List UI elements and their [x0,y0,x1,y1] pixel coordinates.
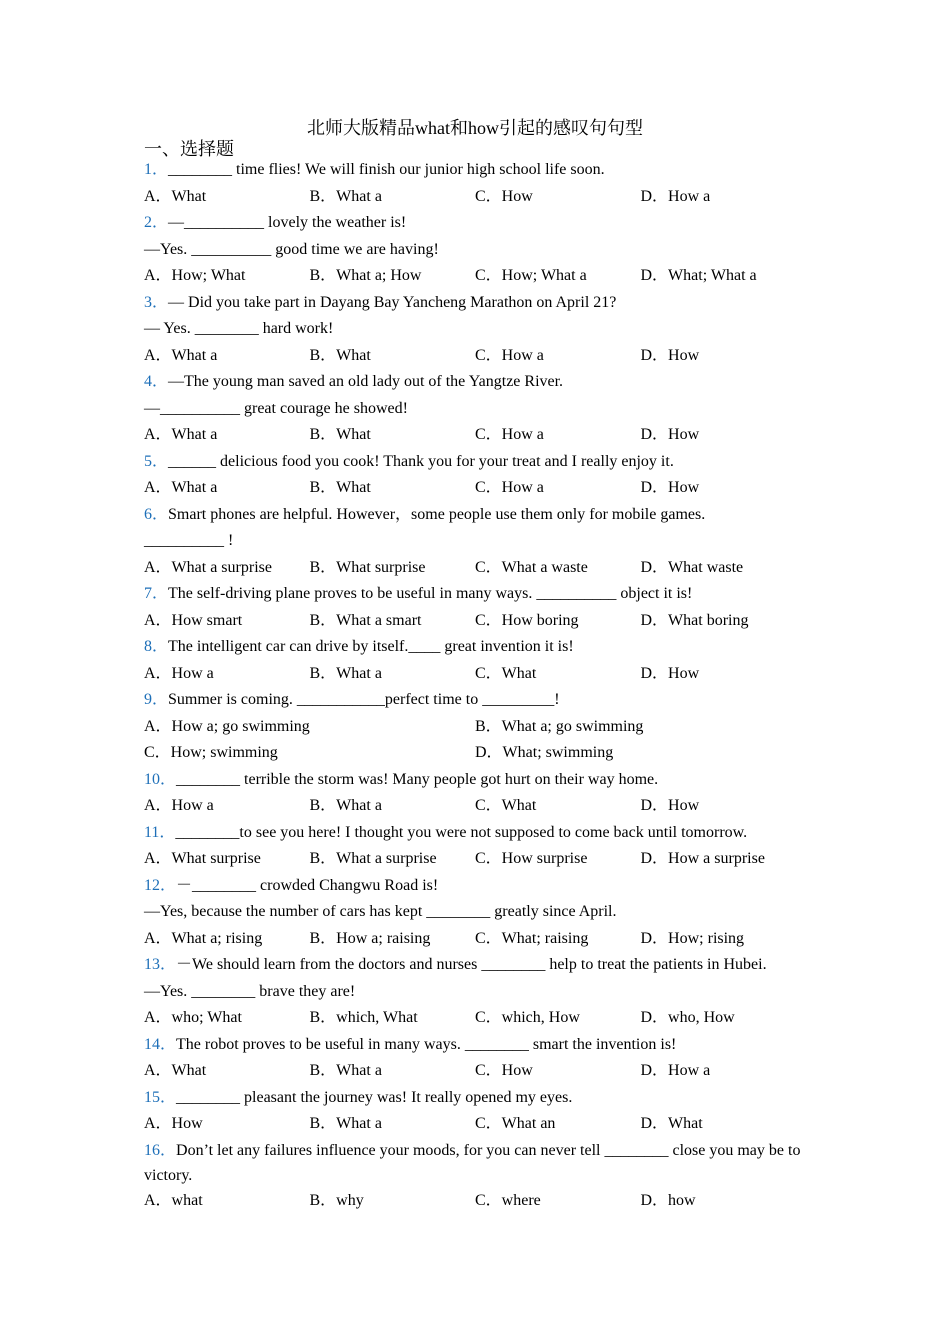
question-number: 6． [144,505,169,523]
question-text: — Yes. ________ hard work! [144,320,334,337]
question-text: —__________ great courage he showed! [144,399,408,417]
answer-option[interactable]: C．How a [475,479,544,496]
answer-option[interactable]: A．What a [144,479,218,496]
answer-option[interactable]: C．where [475,1191,541,1209]
question-item [144,502,804,582]
question-stem [144,820,804,847]
question-item [144,820,804,873]
answer-option[interactable]: D．What; swimming [475,744,614,761]
answer-option[interactable]: A．What [144,187,207,205]
answer-option[interactable]: C．What a waste [475,558,588,576]
question-stem [144,369,804,396]
question-number: 7． [144,585,169,602]
answer-option[interactable]: C．How; What a [475,267,587,284]
question-text: Smart phones are helpful. However，some people use them only for mobile games. [168,505,706,523]
question-item [144,157,804,210]
answer-option[interactable]: D．How; rising [640,929,745,947]
question-item [144,1085,804,1138]
answer-option[interactable]: A．What a surprise [144,558,272,576]
question-item [144,952,804,1032]
question-stem [144,210,804,237]
question-text: －________ crowded Changwu Road is! [176,876,439,894]
answer-option[interactable]: D．How a surprise [640,850,765,867]
answer-option[interactable]: C．How a [475,346,544,364]
question-stem [144,873,804,900]
answer-option[interactable]: A．What a; rising [144,929,263,947]
question-text: ________ pleasant the journey was! It really opened my eyes. [176,1088,573,1106]
options-row [144,343,804,370]
answer-option[interactable]: D．What [640,1115,703,1132]
question-stem [144,687,804,714]
question-text: ______ delicious food you cook! Thank you for your treat and I really enjoy it. [168,452,674,470]
question-text: The robot proves to be useful in many ways. ________ smart the invention is! [176,1035,677,1053]
answer-option[interactable]: C．which, How [475,1009,580,1026]
question-text: —Yes, because the number of cars has kept ________ greatly since April. [144,903,617,920]
answer-option[interactable]: D．How [640,479,700,496]
question-item [144,210,804,290]
question-number: 16． [144,1141,177,1159]
question-text: — Did you take part in Dayang Bay Yancheng Marathon on April 21? [168,293,617,311]
question-stem [144,634,804,661]
question-text: __________ ! [144,532,234,549]
question-stem [144,1032,804,1059]
question-stem-continued [144,316,804,343]
question-text: ________ time flies! We will finish our junior high school life soon. [168,161,605,178]
options-row [144,793,804,820]
question-text: —__________ lovely the weather is! [168,214,407,231]
question-stem [144,1085,804,1112]
answer-option[interactable]: D．how [640,1191,696,1209]
question-number: 8． [144,638,169,655]
answer-option[interactable]: D．What; What a [640,267,757,284]
answer-option[interactable]: B．why [309,1191,364,1209]
answer-option[interactable]: A．How [144,1115,203,1132]
answer-option[interactable]: C．What; raising [475,929,589,947]
answer-option[interactable]: B．What [309,479,371,496]
answer-option[interactable]: D．How a [640,1062,711,1079]
question-item [144,767,804,820]
question-stem [144,952,804,979]
answer-option[interactable]: B．which, What [309,1009,418,1026]
answer-option[interactable]: C．How [475,1062,533,1079]
options-row [144,1058,804,1085]
answer-option[interactable]: C．How surprise [475,850,588,867]
answer-option[interactable]: C．How [475,187,533,205]
question-text: The intelligent car can drive by itself.____ great invention it is! [168,638,574,655]
answer-option[interactable]: B．What a [309,797,382,814]
question-stem [144,1138,804,1188]
question-number: 2． [144,214,169,231]
answer-option[interactable]: B．What [309,346,371,364]
answer-option[interactable]: A．How a [144,664,214,682]
options-row [144,422,804,449]
question-list [144,157,804,1214]
question-item [144,581,804,634]
options-row [144,555,804,582]
question-item [144,1138,804,1215]
answer-option[interactable]: A．What [144,1062,207,1079]
question-text: The self-driving plane proves to be useful in many ways. __________ object it is! [168,585,693,602]
question-stem [144,290,804,317]
answer-option[interactable]: A．How a; go swimming [144,717,310,735]
question-number: 9． [144,691,169,708]
question-number: 12． [144,876,177,894]
question-text: ________ terrible the storm was! Many people got hurt on their way home. [176,770,659,788]
answer-option[interactable]: B．What a [309,1115,382,1132]
question-number: 1． [144,161,169,178]
question-number: 4． [144,373,169,390]
answer-option[interactable]: B．What surprise [309,558,426,576]
question-number: 10． [144,770,177,788]
question-stem [144,767,804,794]
question-number: 5． [144,452,169,470]
answer-option[interactable]: D．How a [640,187,711,205]
question-number: 15． [144,1088,177,1106]
question-stem-continued [144,979,804,1006]
options-row [144,740,804,767]
answer-option[interactable]: C．How boring [475,611,579,629]
question-item [144,687,804,767]
question-number: 14． [144,1035,177,1053]
question-stem [144,581,804,608]
question-number: 13． [144,956,177,973]
options-row [144,1111,804,1138]
question-stem [144,157,804,184]
question-item [144,1032,804,1085]
question-item [144,449,804,502]
answer-option[interactable]: B．What a; How [309,267,422,284]
answer-option[interactable]: C．What [475,664,537,682]
answer-option[interactable]: B．How a; raising [309,929,431,947]
question-text: Don’t let any failures influence your moods, for you can never tell ________ close you may be to victory. [144,1141,801,1184]
answer-option[interactable]: A．How; What [144,267,246,284]
question-item [144,369,804,449]
section-heading: 一、选择题 [144,139,234,159]
answer-option[interactable]: C．What an [475,1115,556,1132]
answer-option[interactable]: B．What a [309,664,382,682]
answer-option[interactable]: B．What a smart [309,611,422,629]
options-row [144,608,804,635]
answer-option[interactable]: C．How a [475,426,544,443]
question-text: Summer is coming. ___________perfect time to _________! [168,691,560,708]
answer-option[interactable]: D．What waste [640,558,744,576]
answer-option[interactable]: B．What a [309,187,382,205]
answer-option[interactable]: D．How [640,426,700,443]
question-number: 3． [144,293,169,311]
answer-option[interactable]: A．what [144,1191,203,1209]
question-text: ________to see you here! I thought you were not supposed to come back until tomorrow. [175,823,748,841]
question-stem-continued [144,528,804,555]
question-item [144,873,804,953]
options-row [144,184,804,211]
options-row [144,846,804,873]
options-row [144,475,804,502]
answer-option[interactable]: C．What [475,797,537,814]
question-item [144,290,804,370]
question-item [144,634,804,687]
answer-option[interactable]: C．How; swimming [144,744,278,761]
question-stem [144,449,804,476]
answer-option[interactable]: B．What [309,426,371,443]
answer-option[interactable]: A．What surprise [144,850,261,867]
options-row [144,1188,804,1215]
answer-option[interactable]: A．How a [144,797,214,814]
question-text: －We should learn from the doctors and nurses ________ help to treat the patients in Hubei. [176,956,767,973]
question-stem [144,502,804,529]
answer-option[interactable]: D．How [640,797,700,814]
answer-option[interactable]: B．What a surprise [309,850,437,867]
answer-option[interactable]: B．What a; go swimming [475,717,644,735]
question-stem-continued [144,396,804,423]
options-row [144,661,804,688]
question-stem-continued [144,899,804,926]
answer-option[interactable]: D．How [640,664,700,682]
document-title: 北师大版精品what和how引起的感叹句句型 [307,118,643,138]
answer-option[interactable]: A．who; What [144,1009,242,1026]
options-row [144,1005,804,1032]
question-stem-continued [144,237,804,264]
question-text: —Yes. ________ brave they are! [144,982,356,1000]
options-row [144,263,804,290]
answer-option[interactable]: D．What boring [640,611,749,629]
question-text: —The young man saved an old lady out of the Yangtze River. [168,373,564,390]
answer-option[interactable]: A．What a [144,346,218,364]
answer-option[interactable]: A．What a [144,426,218,443]
answer-option[interactable]: B．What a [309,1062,382,1079]
options-row [144,926,804,953]
question-number: 11． [144,823,176,841]
answer-option[interactable]: D．who, How [640,1009,735,1026]
answer-option[interactable]: D．How [640,346,700,364]
question-text: —Yes. __________ good time we are having! [144,240,439,258]
options-row [144,714,804,741]
answer-option[interactable]: A．How smart [144,611,243,629]
